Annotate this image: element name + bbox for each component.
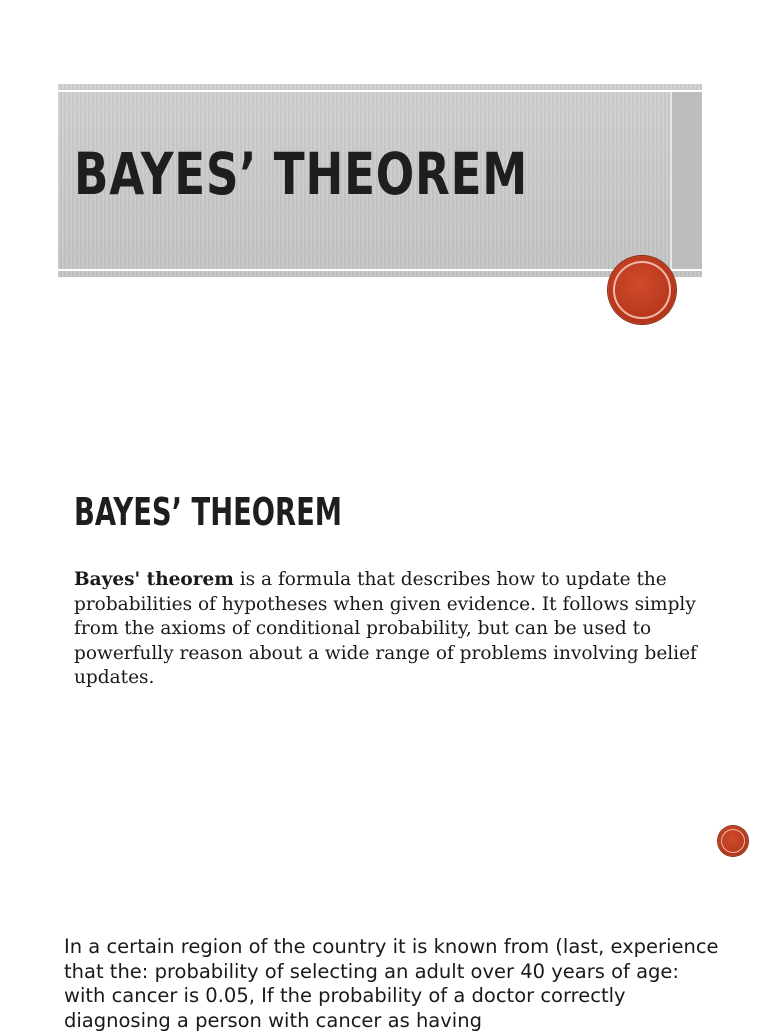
definition-term: Bayes' theorem (74, 569, 234, 590)
band-bottom-line (58, 269, 702, 271)
title-band (58, 84, 702, 277)
definition-text: is a formula that describes how to update the probabilities of hypotheses when given evidence. It follows simply from the axioms of conditional probability, but can be used to powerfully reason about a wide range of problems involving belief updates. (74, 569, 697, 688)
accent-circle-icon (608, 256, 676, 324)
definition-heading: BAYES’ THEOREM (74, 490, 343, 534)
accent-circle-small-icon (718, 826, 748, 856)
band-top-line (58, 90, 702, 92)
definition-paragraph (74, 568, 714, 691)
slide-title-text: BAYES’ THEOREM (74, 140, 529, 208)
band-side-strip (670, 92, 702, 269)
problem-paragraph: In a certain region of the country it is known from (last, experience that the: probability of selecting an adult over 40 years of age: with cancer is 0.05, If the probability of a doctor correctly diagnosing a person with cancer as having (64, 935, 719, 1032)
